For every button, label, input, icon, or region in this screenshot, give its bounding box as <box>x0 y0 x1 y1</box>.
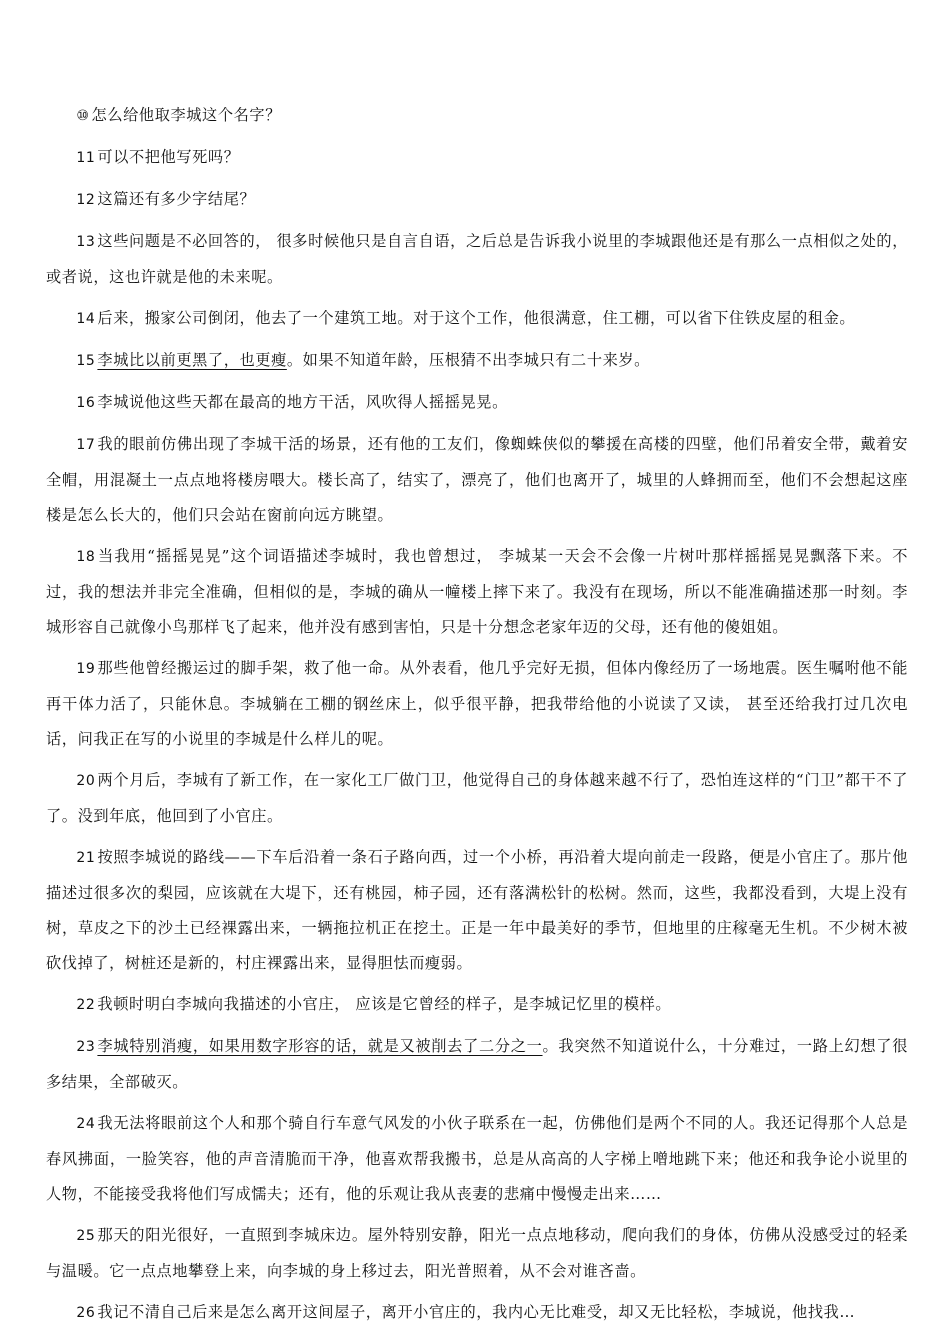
paragraph-14 <box>46 301 908 337</box>
paragraph-17 <box>46 427 908 533</box>
paragraph-number: 11 <box>76 150 96 166</box>
paragraph-text: 。我突然不知道说什么，十分难过，一路上幻想了很多结果，全部破灭。 <box>46 1037 908 1091</box>
underlined-sentence: 李城特别消瘦，如果用数字形容的话，就是又被削去了二分之一 <box>97 1037 543 1055</box>
paragraph-24 <box>46 1106 908 1212</box>
paragraph-number: 12 <box>76 192 96 208</box>
paragraph-text: 当我用“摇摇晃晃”这个词语描述李城时，我也曾想过， 李城某一天会不会像一片树叶那样摇摇晃晃飘落下来。不过，我的想法并非完全准确，但相似的是，李城的确从一幢楼上摔下来了。我没有在现场，所以不能准确描述那一时刻。李城形容自己就像小鸟那样飞了起来，他并没有感到害怕，只是十分想念老家年迈的父母，还有他的傻姐姐。 <box>46 547 908 636</box>
paragraph-text: 我顿时明白李城向我描述的小官庄， 应该是它曾经的样子，是李城记忆里的模样。 <box>97 995 672 1013</box>
paragraph-number: 19 <box>76 661 96 677</box>
paragraph-number: 22 <box>76 997 96 1013</box>
paragraph-16 <box>46 385 908 421</box>
paragraph-text: 李城说他这些天都在最高的地方干活，风吹得人摇摇晃晃。 <box>97 393 508 411</box>
paragraph-text: 我的眼前仿佛出现了李城干活的场景，还有他的工友们，像蜘蛛侠似的攀援在高楼的四壁，他们吊着安全带，戴着安全帽，用混凝土一点点地将楼房喂大。楼长高了，结实了，漂亮了，他们也离开了，城里的人蜂拥而至，他们不会想起这座楼是怎么长大的，他们只会站在窗前向远方眺望。 <box>46 435 908 524</box>
paragraph-number: 16 <box>76 395 96 411</box>
paragraph-text: 。如果不知道年龄，压根猜不出李城只有二十来岁。 <box>286 351 650 369</box>
underlined-sentence: 李城比以前更黑了，也更瘦 <box>97 351 287 369</box>
paragraph-number: 23 <box>76 1039 96 1055</box>
paragraph-19 <box>46 651 908 757</box>
paragraph-13 <box>46 224 908 295</box>
paragraph-25 <box>46 1218 908 1289</box>
paragraph-text: 两个月后，李城有了新工作，在一家化工厂做门卫，他觉得自己的身体越来越不行了，恐怕连这样的“门卫”都干不了了。没到年底，他回到了小官庄。 <box>46 771 908 825</box>
paragraph-text: 这篇还有多少字结尾？ <box>97 190 256 208</box>
paragraph-text: 我无法将眼前这个人和那个骑自行车意气风发的小伙子联系在一起，仿佛他们是两个不同的人。我还记得那个人总是春风拂面，一脸笑容，他的声音清脆而干净，他喜欢帮我搬书，总是从高高的人字梯上噌地跳下来；他还和我争论小说里的人物，不能接受我将他们写成懦夫；还有，他的乐观让我从丧妻的悲痛中慢慢走出来…… <box>46 1114 908 1203</box>
paragraph-number: 21 <box>76 850 96 866</box>
paragraph-text: 这些问题是不必回答的， 很多时候他只是自言自语，之后总是告诉我小说里的李城跟他还是有那么一点相似之处的，或者说，这也许就是他的未来呢。 <box>46 232 908 286</box>
paragraph-number: 14 <box>76 311 96 327</box>
paragraph-number: ⑩ <box>76 108 90 124</box>
paragraph-10 <box>46 98 908 134</box>
paragraph-text: 按照李城说的路线——下车后沿着一条石子路向西，过一个小桥，再沿着大堤向前走一段路，便是小官庄了。那片他描述过很多次的梨园，应该就在大堤下，还有桃园，柿子园，还有落满松针的松树。然而，这些，我都没看到，大堤上没有树，草皮之下的沙土已经裸露出来，一辆拖拉机正在挖土。正是一年中最美好的季节，但地里的庄稼毫无生机。不少树木被砍伐掉了，树桩还是新的，村庄裸露出来，显得胆怯而瘦弱。 <box>46 848 908 972</box>
paragraph-text: 怎么给他取李城这个名字？ <box>91 106 281 124</box>
paragraph-number: 13 <box>76 234 96 250</box>
paragraph-11 <box>46 140 908 176</box>
paragraph-number: 20 <box>76 773 96 789</box>
paragraph-number: 24 <box>76 1116 96 1132</box>
paragraph-text: 我记不清自己后来是怎么离开这间屋子，离开小官庄的，我内心无比难受，却又无比轻松，李城说，他找我… <box>97 1303 856 1321</box>
paragraph-number: 25 <box>76 1228 96 1244</box>
paragraph-12 <box>46 182 908 218</box>
paragraph-22 <box>46 987 908 1023</box>
paragraph-text: 那些他曾经搬运过的脚手架，救了他一命。从外表看，他几乎完好无损，但体内像经历了一场地震。医生嘱咐他不能再干体力活了，只能休息。李城躺在工棚的钢丝床上，似乎很平静，把我带给他的小说读了又读， 甚至还给我打过几次电话，问我正在写的小说里的李城是什么样儿的呢。 <box>46 659 908 748</box>
paragraph-text: 可以不把他写死吗？ <box>97 148 240 166</box>
paragraph-18 <box>46 539 908 645</box>
paragraph-number: 18 <box>76 549 96 565</box>
paragraph-26 <box>46 1295 908 1331</box>
paragraph-number: 15 <box>76 353 96 369</box>
paragraph-text: 后来，搬家公司倒闭，他去了一个建筑工地。对于这个工作，他很满意，住工棚，可以省下住铁皮屋的租金。 <box>97 309 856 327</box>
paragraph-number: 17 <box>76 437 96 453</box>
paragraph-23 <box>46 1029 908 1100</box>
paragraph-number: 26 <box>76 1305 96 1321</box>
paragraph-20 <box>46 763 908 834</box>
paragraph-15 <box>46 343 908 379</box>
paragraph-text: 那天的阳光很好，一直照到李城床边。屋外特别安静，阳光一点点地移动，爬向我们的身体，仿佛从没感受过的轻柔与温暖。它一点点地攀登上来，向李城的身上移过去，阳光普照着，从不会对谁吝啬。 <box>46 1226 908 1280</box>
paragraph-21 <box>46 840 908 981</box>
